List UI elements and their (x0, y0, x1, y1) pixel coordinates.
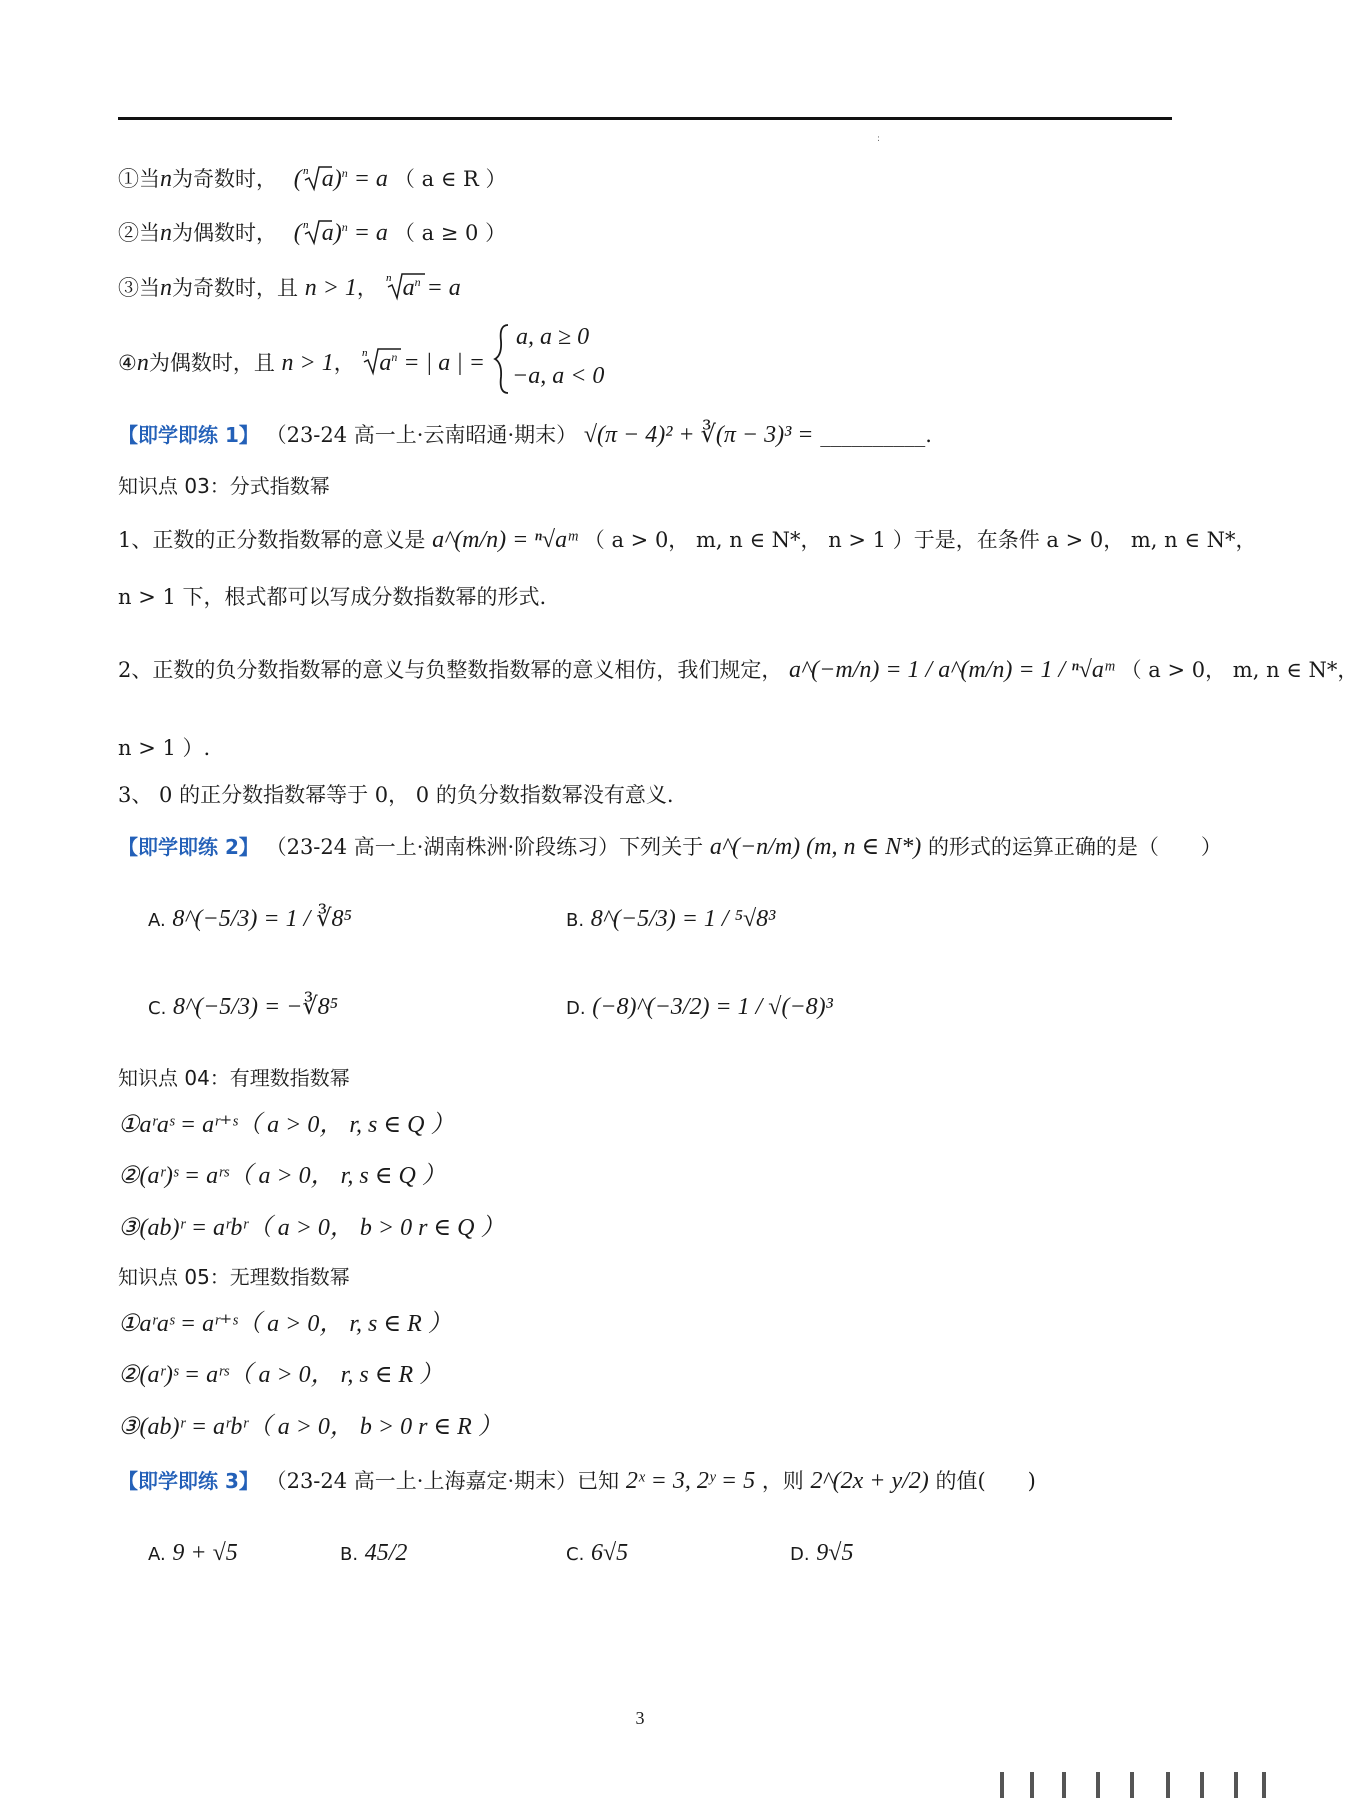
exercise-2-option-c: C. 8^(−5/3) = −∛8⁵ (148, 994, 338, 1020)
svg-text:n: n (362, 347, 368, 359)
rule-4-case-1: a, a ≥ 0 (516, 324, 590, 350)
p1-formula: a^(m/n) = ⁿ√aᵐ (432, 527, 578, 553)
svg-text:n: n (302, 219, 309, 231)
section-04-heading: 知识点 04：有理数指数幂 (118, 1066, 350, 1090)
exercise-3-option-b: B. 45/2 (340, 1540, 408, 1566)
header-rule (118, 117, 1172, 120)
rule-4: ④n为偶数时，且 n > 1， n $a^n$ = | a | = (118, 347, 485, 376)
exercise-3-option-a: A. 9 + √5 (148, 1540, 238, 1566)
corner-scan-marks (1000, 1772, 1272, 1802)
exercise-2-option-b: B. 8^(−5/3) = 1 / ⁵√8³ (566, 906, 776, 932)
exercise-3-option-d: D. 9√5 (790, 1540, 854, 1566)
rule-1: ①当n为奇数时， ( n a)$^n$ = a （ a ∈ R ） (118, 165, 507, 192)
exercise-2-option-d: D. (−8)^(−3/2) = 1 / √(−8)³ (566, 994, 833, 1020)
exercise-3-tag: 【即学即练 3】 (118, 1469, 259, 1493)
exercise-1-source: （23-24 高一上·云南昭通·期末） (265, 423, 578, 447)
exercise-3-expr: 2^(2x + y/2) (810, 1468, 929, 1494)
exercise-3-option-c: C. 6√5 (566, 1540, 629, 1566)
rule-4-case-2: −a, a < 0 (512, 363, 605, 389)
section-05-rule-2: ②(aʳ)ˢ = aʳˢ（ a > 0， r, s ∈ R ） (118, 1362, 444, 1388)
exercise-2-expr: a^(−n/m) (m, n ∈ N*) (709, 834, 922, 860)
svg-text:n: n (385, 272, 392, 284)
exercise-3: 【即学即练 3】 （23-24 高一上·上海嘉定·期末）已知 2ˣ = 3, 2ʸ = 5 ，则 2^(2x + y/2) 的值( ) (118, 1468, 1036, 1494)
exercise-1-expr: √(π − 4)² + ∛(π − 3)³ = (583, 422, 814, 448)
left-brace-icon (493, 323, 511, 395)
section-04-rule-2: ②(aʳ)ˢ = aʳˢ（ a > 0， r, s ∈ Q ） (118, 1163, 446, 1189)
section-04-rule-3: ③(ab)ʳ = aʳbʳ（ a > 0， b > 0 r ∈ Q ） (118, 1215, 505, 1241)
exercise-1-tag: 【即学即练 1】 (118, 423, 259, 447)
tiny-mark: : (877, 134, 881, 144)
section-03-p1-line1: 1、正数的正分数指数幂的意义是 a^(m/n) = ⁿ√aᵐ （ a > 0， m, n ∈ N*， n > 1 ）于是，在条件 a > 0， m, n ∈ N*， (118, 527, 1257, 553)
section-05-rule-3: ③(ab)ʳ = aʳbʳ（ a > 0， b > 0 r ∈ R ） (118, 1414, 502, 1440)
exercise-1 (118, 420, 932, 450)
rule-2: ②当n为偶数时， ( n a)$^n$ = a （ a ≥ 0 ） (118, 219, 507, 246)
rule-3: ③当n为奇数时，且 n > 1， n $a^n = a$ (118, 272, 461, 301)
p2-formula: a^(−m/n) = 1 / a^(m/n) = 1 / ⁿ√aᵐ (789, 657, 1114, 683)
section-04-rule-1: ①aʳaˢ = aʳ⁺ˢ（ a > 0， r, s ∈ Q ） (118, 1112, 455, 1138)
section-05-heading: 知识点 05：无理数指数幂 (118, 1265, 350, 1289)
section-03-p1-line2: n > 1 下，根式都可以写成分数指数幂的形式. (118, 585, 547, 609)
exercise-2-tag: 【即学即练 2】 (118, 835, 259, 859)
section-03-heading: 知识点 03：分式指数幂 (118, 474, 330, 498)
section-03-p2-line1: 2、正数的负分数指数幂的意义与负整数指数幂的意义相仿，我们规定， a^(−m/n) = 1 / a^(m/n) = 1 / ⁿ√aᵐ （ a > 0， m, n ∈ N*， (118, 657, 1358, 683)
section-03-p3: 3、 0 的正分数指数幂等于 0， 0 的负分数指数幂没有意义. (118, 783, 674, 807)
section-03-p2-line2: n > 1 ）. (118, 736, 211, 760)
exercise-2-option-a: A. 8^(−5/3) = 1 / ∛8⁵ (148, 906, 352, 932)
page-number: 3 (635, 1708, 645, 1728)
exercise-2: 【即学即练 2】 （23-24 高一上·湖南株洲·阶段练习）下列关于 a^(−n/m) (m, n ∈ N*) 的形式的运算正确的是（ ） (118, 834, 1222, 860)
svg-text:n: n (302, 165, 309, 177)
exercise-1-blank: __________. (820, 423, 932, 447)
section-05-rule-1: ①aʳaˢ = aʳ⁺ˢ（ a > 0， r, s ∈ R ） (118, 1311, 452, 1337)
